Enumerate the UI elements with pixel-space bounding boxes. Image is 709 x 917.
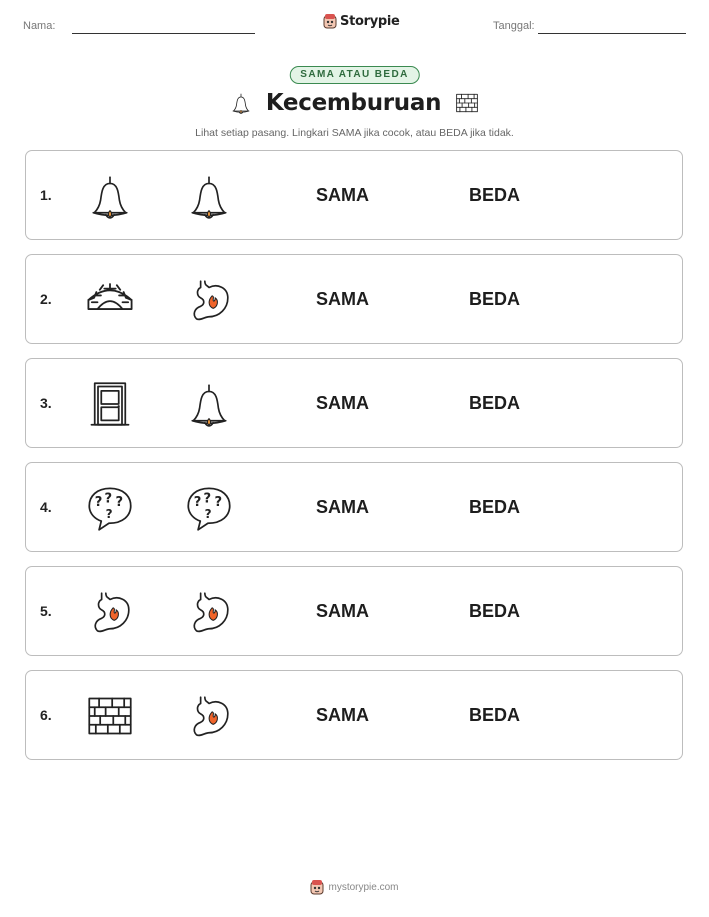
door-icon	[84, 379, 136, 429]
stomach-icon	[84, 587, 136, 637]
svg-text:?: ?	[105, 506, 113, 521]
brick-wall-icon	[84, 691, 136, 741]
stomach-icon	[183, 587, 235, 637]
brick-wall-icon	[455, 91, 479, 115]
stone-bridge-icon	[84, 275, 136, 325]
footer	[0, 879, 709, 895]
brand-name: Storypie	[340, 13, 400, 29]
row-number: 3.	[40, 395, 52, 411]
instructions: Lihat setiap pasang. Lingkari SAMA jika cocok, atau BEDA jika tidak.	[195, 127, 514, 139]
same-option[interactable]: SAMA	[316, 185, 369, 205]
different-option[interactable]: BEDA	[469, 497, 521, 517]
row-number: 4.	[40, 499, 52, 515]
date-field[interactable]	[538, 33, 686, 34]
pair-row-6	[25, 670, 683, 760]
different-option[interactable]: BEDA	[469, 393, 521, 413]
svg-text:?: ?	[203, 491, 212, 507]
bell-icon	[183, 379, 235, 429]
same-option[interactable]: SAMA	[316, 497, 369, 517]
row-number: 1.	[40, 187, 52, 203]
stomach-icon	[183, 691, 235, 741]
stomach-icon	[183, 275, 235, 325]
pair-row-4	[25, 462, 683, 552]
pair-row-3	[25, 358, 683, 448]
activity-badge: SAMA ATAU BEDA	[289, 66, 419, 84]
svg-text:?: ?	[214, 494, 223, 510]
storypie-mascot-icon	[323, 13, 337, 29]
svg-text:?: ?	[94, 494, 103, 510]
different-option[interactable]: BEDA	[469, 289, 521, 309]
same-option[interactable]: SAMA	[316, 705, 369, 725]
pair-row-1	[25, 150, 683, 240]
name-label: Nama:	[23, 20, 56, 32]
same-option[interactable]: SAMA	[316, 289, 369, 309]
footer-site: mystorypie.com	[328, 881, 399, 893]
question-bubble-icon	[183, 483, 235, 533]
row-number: 2.	[40, 291, 52, 307]
bell-icon	[230, 92, 252, 114]
different-option[interactable]: BEDA	[469, 185, 521, 205]
question-bubble-icon	[84, 483, 136, 533]
bell-icon	[84, 171, 136, 221]
date-label: Tanggal:	[493, 20, 535, 32]
pair-row-5	[25, 566, 683, 656]
pair-row-2	[25, 254, 683, 344]
different-option[interactable]: BEDA	[469, 601, 521, 621]
svg-text:?: ?	[193, 494, 202, 510]
svg-text:?: ?	[115, 494, 124, 510]
brand-logo	[323, 13, 400, 29]
different-option[interactable]: BEDA	[469, 705, 521, 725]
svg-text:?: ?	[204, 506, 212, 521]
bell-icon	[183, 171, 235, 221]
storypie-mascot-icon	[310, 879, 324, 895]
svg-text:?: ?	[104, 491, 113, 507]
page-title: Kecemburuan	[265, 90, 442, 116]
same-option[interactable]: SAMA	[316, 601, 369, 621]
title-row	[0, 90, 709, 116]
name-field[interactable]	[72, 33, 255, 34]
row-number: 5.	[40, 603, 52, 619]
row-number: 6.	[40, 707, 52, 723]
same-option[interactable]: SAMA	[316, 393, 369, 413]
